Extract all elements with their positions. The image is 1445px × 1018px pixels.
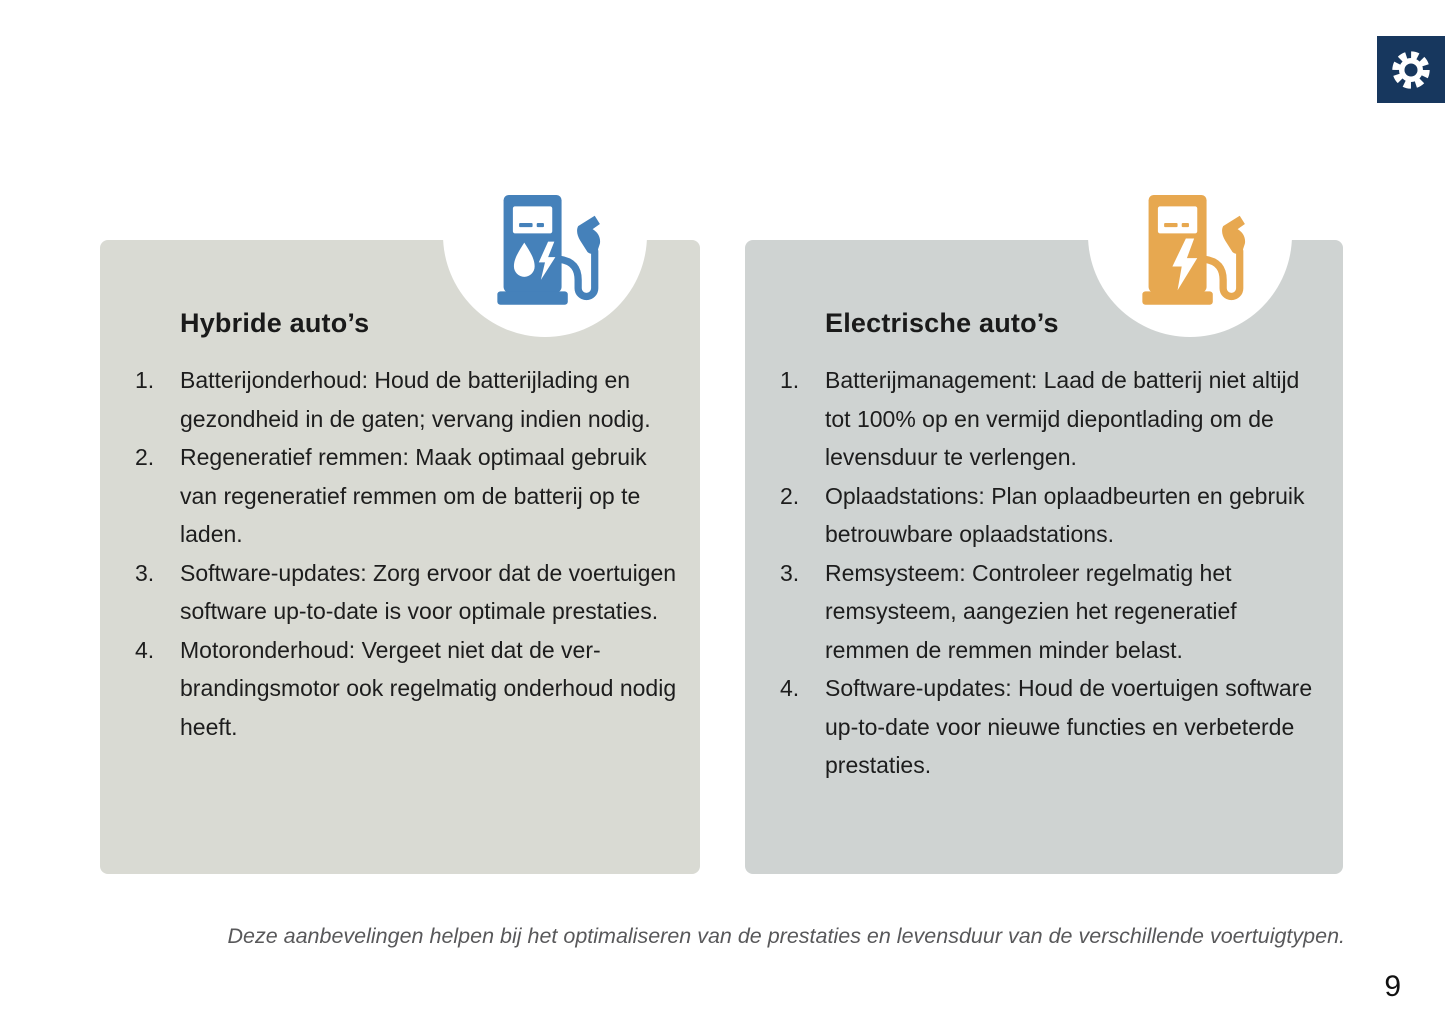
item-text: Batterijonderhoud: Houd de batterijlading en gezondheid in de gaten; vervang indien nodig.	[180, 367, 651, 432]
item-number: 1.	[780, 367, 800, 393]
hybrid-icon-circle	[443, 133, 647, 337]
item-text: Oplaadstations: Plan oplaadbeurten en gebruik betrouwbare oplaadstations.	[825, 482, 1305, 547]
item-text: Remsysteem: Controleer regelmatig het remsysteem, aangezien het regeneratief remmen de remmen minder belast.	[825, 559, 1237, 663]
list-item	[780, 554, 1325, 670]
item-number: 2.	[135, 444, 155, 470]
card-hybrid	[100, 240, 700, 874]
item-text: Regeneratief remmen: Maak optimaal gebruik van regeneratief remmen om de batterij op te laden.	[180, 444, 647, 547]
hybrid-fuel-pump-icon	[487, 195, 603, 311]
electric-icon-circle	[1088, 133, 1292, 337]
item-number: 4.	[780, 675, 800, 701]
item-number: 3.	[135, 559, 155, 586]
item-number: 2.	[780, 482, 800, 509]
list-item	[135, 554, 682, 631]
item-number: 4.	[135, 636, 155, 663]
list-item	[780, 669, 1325, 785]
item-text: Software-updates: Houd de voertuigen software up-to-date voor nieuwe functies en verbeterde prestaties.	[825, 675, 1313, 778]
list-item	[135, 631, 682, 747]
item-text: Motoronderhoud: Vergeet niet dat de verbrandingsmotor ook regelmatig onderhoud nodig heeft.	[180, 636, 677, 740]
list-item	[780, 477, 1325, 554]
item-number: 3.	[780, 559, 800, 586]
card-title-hybrid: Hybride auto’s	[180, 308, 370, 338]
card-title-electric: Electrische auto’s	[825, 308, 1059, 338]
card-electric	[745, 240, 1343, 874]
list-item	[135, 438, 682, 554]
hybrid-tips-list	[100, 361, 700, 746]
list-item	[135, 361, 682, 438]
electric-tips-list	[745, 361, 1343, 785]
item-number: 1.	[135, 367, 155, 393]
electric-charging-pump-icon	[1132, 195, 1248, 311]
footer-note: Deze aanbevelingen helpen bij het optimaliseren van de prestaties en levensduur van de verschillende voertuigtypen.	[227, 924, 1345, 948]
item-text: Batterijmanagement: Laad de batterij niet altijd tot 100% op en vermijd diepontlading om de levensduur te verlengen.	[825, 367, 1300, 470]
gear-badge	[1377, 36, 1445, 103]
page-number: 9	[1384, 970, 1401, 1003]
list-item	[780, 361, 1325, 477]
item-text: Software-updates: Zorg ervoor dat de voertuigen software up-to-date is voor optimale prestaties.	[180, 559, 677, 624]
gear-icon	[1388, 47, 1434, 93]
